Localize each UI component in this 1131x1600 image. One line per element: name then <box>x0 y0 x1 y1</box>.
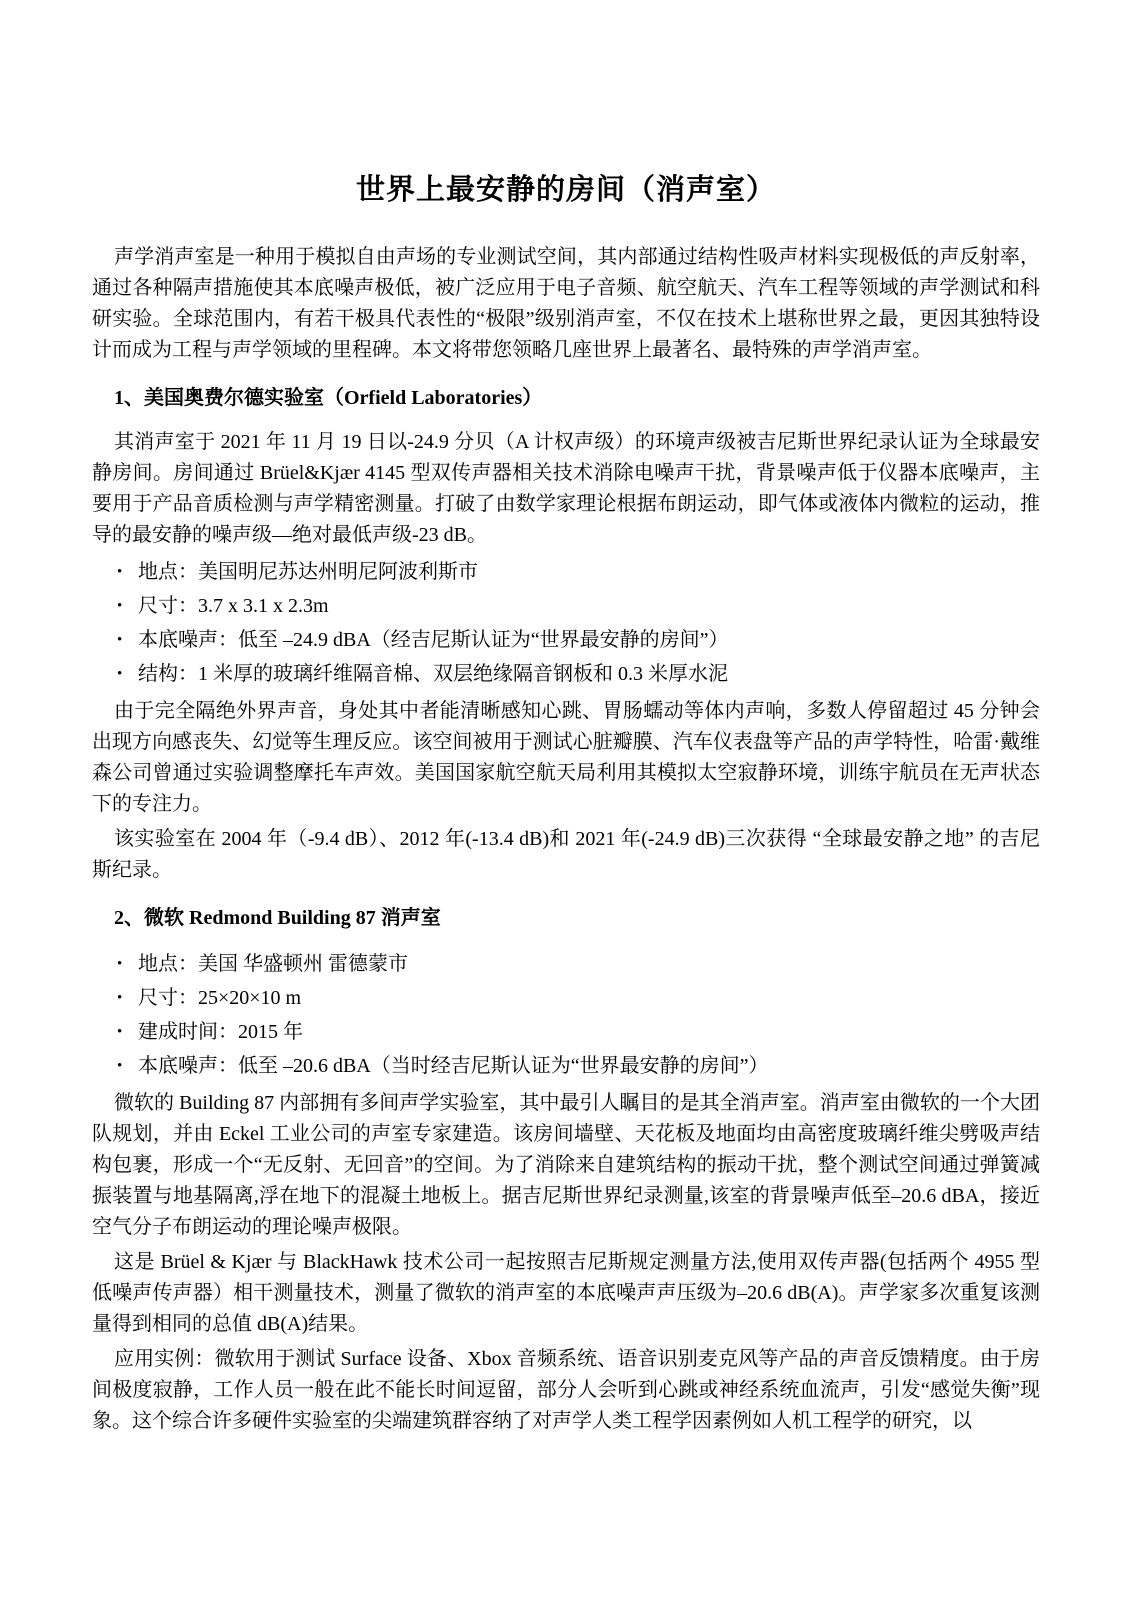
list-item <box>115 657 1040 691</box>
section-2-heading: 2、微软 Redmond Building 87 消声室 <box>114 907 441 929</box>
bullet-icon: • <box>117 1024 123 1040</box>
page-title: 世界上最安静的房间（消声室） <box>355 174 776 206</box>
section-2-paragraph-2: 这是 Brüel & Kjær 与 BlackHawk 技术公司一起按照吉尼斯规定测量方法,使用双传声器(包括两个 4955 型低噪声传声器）相干测量技术，测量了微软的消声室的本底噪声声压级为–20.6 dB(A)。声学家多次重复该测量得到相同的总值 dB(A)结果。 <box>92 1251 1040 1335</box>
list-item-text: 建成时间：2015 年 <box>138 1021 303 1043</box>
bullet-icon: • <box>117 1058 123 1074</box>
section-2-bullet-list <box>92 947 1040 1083</box>
intro-paragraph: 声学消声室是一种用于模拟自由声场的专业测试空间，其内部通过结构性吸声材料实现极低的声反射率，通过各种隔声措施使其本底噪声极低，被广泛应用于电子音频、航空航天、汽车工程等领域的声学测试和科研实验。全球范围内，有若干极具代表性的“极限”级别消声室，不仅在技术上堪称世界之最，更因其独特设计而成为工程与声学领域的里程碑。本文将带您领略几座世界上最著名、最特殊的声学消声室。 <box>92 246 1040 361</box>
section-1-paragraph-1: 其消声室于 2021 年 11 月 19 日以-24.9 分贝（A 计权声级）的环境声级被吉尼斯世界纪录认证为全球最安静房间。房间通过 Brüel&Kjær 4145 型双传声器相关技术消除电噪声干扰，背景噪声低于仪器本底噪声，主要用于产品音质检测与声学精密测量。打破了由数学家理论根据布朗运动，即气体或液体内微粒的运动，推导的最安静的噪声级—绝对最低声级-23 dB。 <box>92 431 1040 546</box>
section-1-paragraph-3: 该实验室在 2004 年（-9.4 dB）、2012 年(-13.4 dB)和 2021 年(-24.9 dB)三次获得 “全球最安静之地” 的吉尼斯纪录。 <box>92 828 1040 881</box>
list-item <box>115 623 1040 657</box>
list-item-text: 地点：美国明尼苏达州明尼阿波利斯市 <box>138 561 478 583</box>
section-1-bullet-list <box>92 555 1040 691</box>
section-2-paragraph-3: 应用实例：微软用于测试 Surface 设备、Xbox 音频系统、语音识别麦克风等产品的声音反馈精度。由于房间极度寂静，工作人员一般在此不能长时间逗留，部分人会听到心跳或神经系统血流声，引发“感觉失衡”现象。这个综合许多硬件实验室的尖端建筑群容纳了对声学人类工程学因素例如人机工程学的研究，以 <box>92 1348 1040 1432</box>
list-item-text: 尺寸：25×20×10 m <box>138 987 302 1009</box>
list-item <box>115 555 1040 589</box>
list-item <box>115 947 1040 981</box>
bullet-icon: • <box>117 632 123 648</box>
bullet-icon: • <box>117 598 123 614</box>
list-item <box>115 589 1040 623</box>
list-item-text: 结构：1 米厚的玻璃纤维隔音棉、双层绝缘隔音钢板和 0.3 米厚水泥 <box>138 663 728 685</box>
bullet-icon: • <box>117 666 123 682</box>
section-1-heading: 1、美国奥费尔德实验室（Orfield Laboratories） <box>114 387 543 409</box>
list-item <box>115 1049 1040 1083</box>
list-item-text: 本底噪声：低至 –24.9 dBA（经吉尼斯认证为“世界最安静的房间”） <box>138 629 729 651</box>
section-1-paragraph-2: 由于完全隔绝外界声音，身处其中者能清晰感知心跳、胃肠蠕动等体内声响，多数人停留超过 45 分钟会出现方向感丧失、幻觉等生理反应。该空间被用于测试心脏瓣膜、汽车仪表盘等产品的声学特性，哈雷·戴维森公司曾通过实验调整摩托车声效。美国国家航空航天局利用其模拟太空寂静环境，训练宇航员在无声状态下的专注力。 <box>92 700 1040 815</box>
list-item <box>115 1015 1040 1049</box>
list-item-text: 地点：美国 华盛顿州 雷德蒙市 <box>138 953 408 975</box>
section-2-paragraph-1: 微软的 Building 87 内部拥有多间声学实验室，其中最引人瞩目的是其全消声室。消声室由微软的一个大团队规划，并由 Eckel 工业公司的声室专家建造。该房间墙壁、天花板及地面均由高密度玻璃纤维尖劈吸声结构包裹，形成一个“无反射、无回音”的空间。为了消除来自建筑结构的振动干扰，整个测试空间通过弹簧减振装置与地基隔离,浮在地下的混凝土地板上。据吉尼斯世界纪录测量,该室的背景噪声低至–20.6 dBA，接近空气分子布朗运动的理论噪声极限。 <box>92 1092 1040 1238</box>
list-item <box>115 981 1040 1015</box>
list-item-text: 尺寸：3.7 x 3.1 x 2.3m <box>138 595 329 617</box>
bullet-icon: • <box>117 990 123 1006</box>
bullet-icon: • <box>117 956 123 972</box>
bullet-icon: • <box>117 564 123 580</box>
list-item-text: 本底噪声：低至 –20.6 dBA（当时经吉尼斯认证为“世界最安静的房间”） <box>138 1055 769 1077</box>
